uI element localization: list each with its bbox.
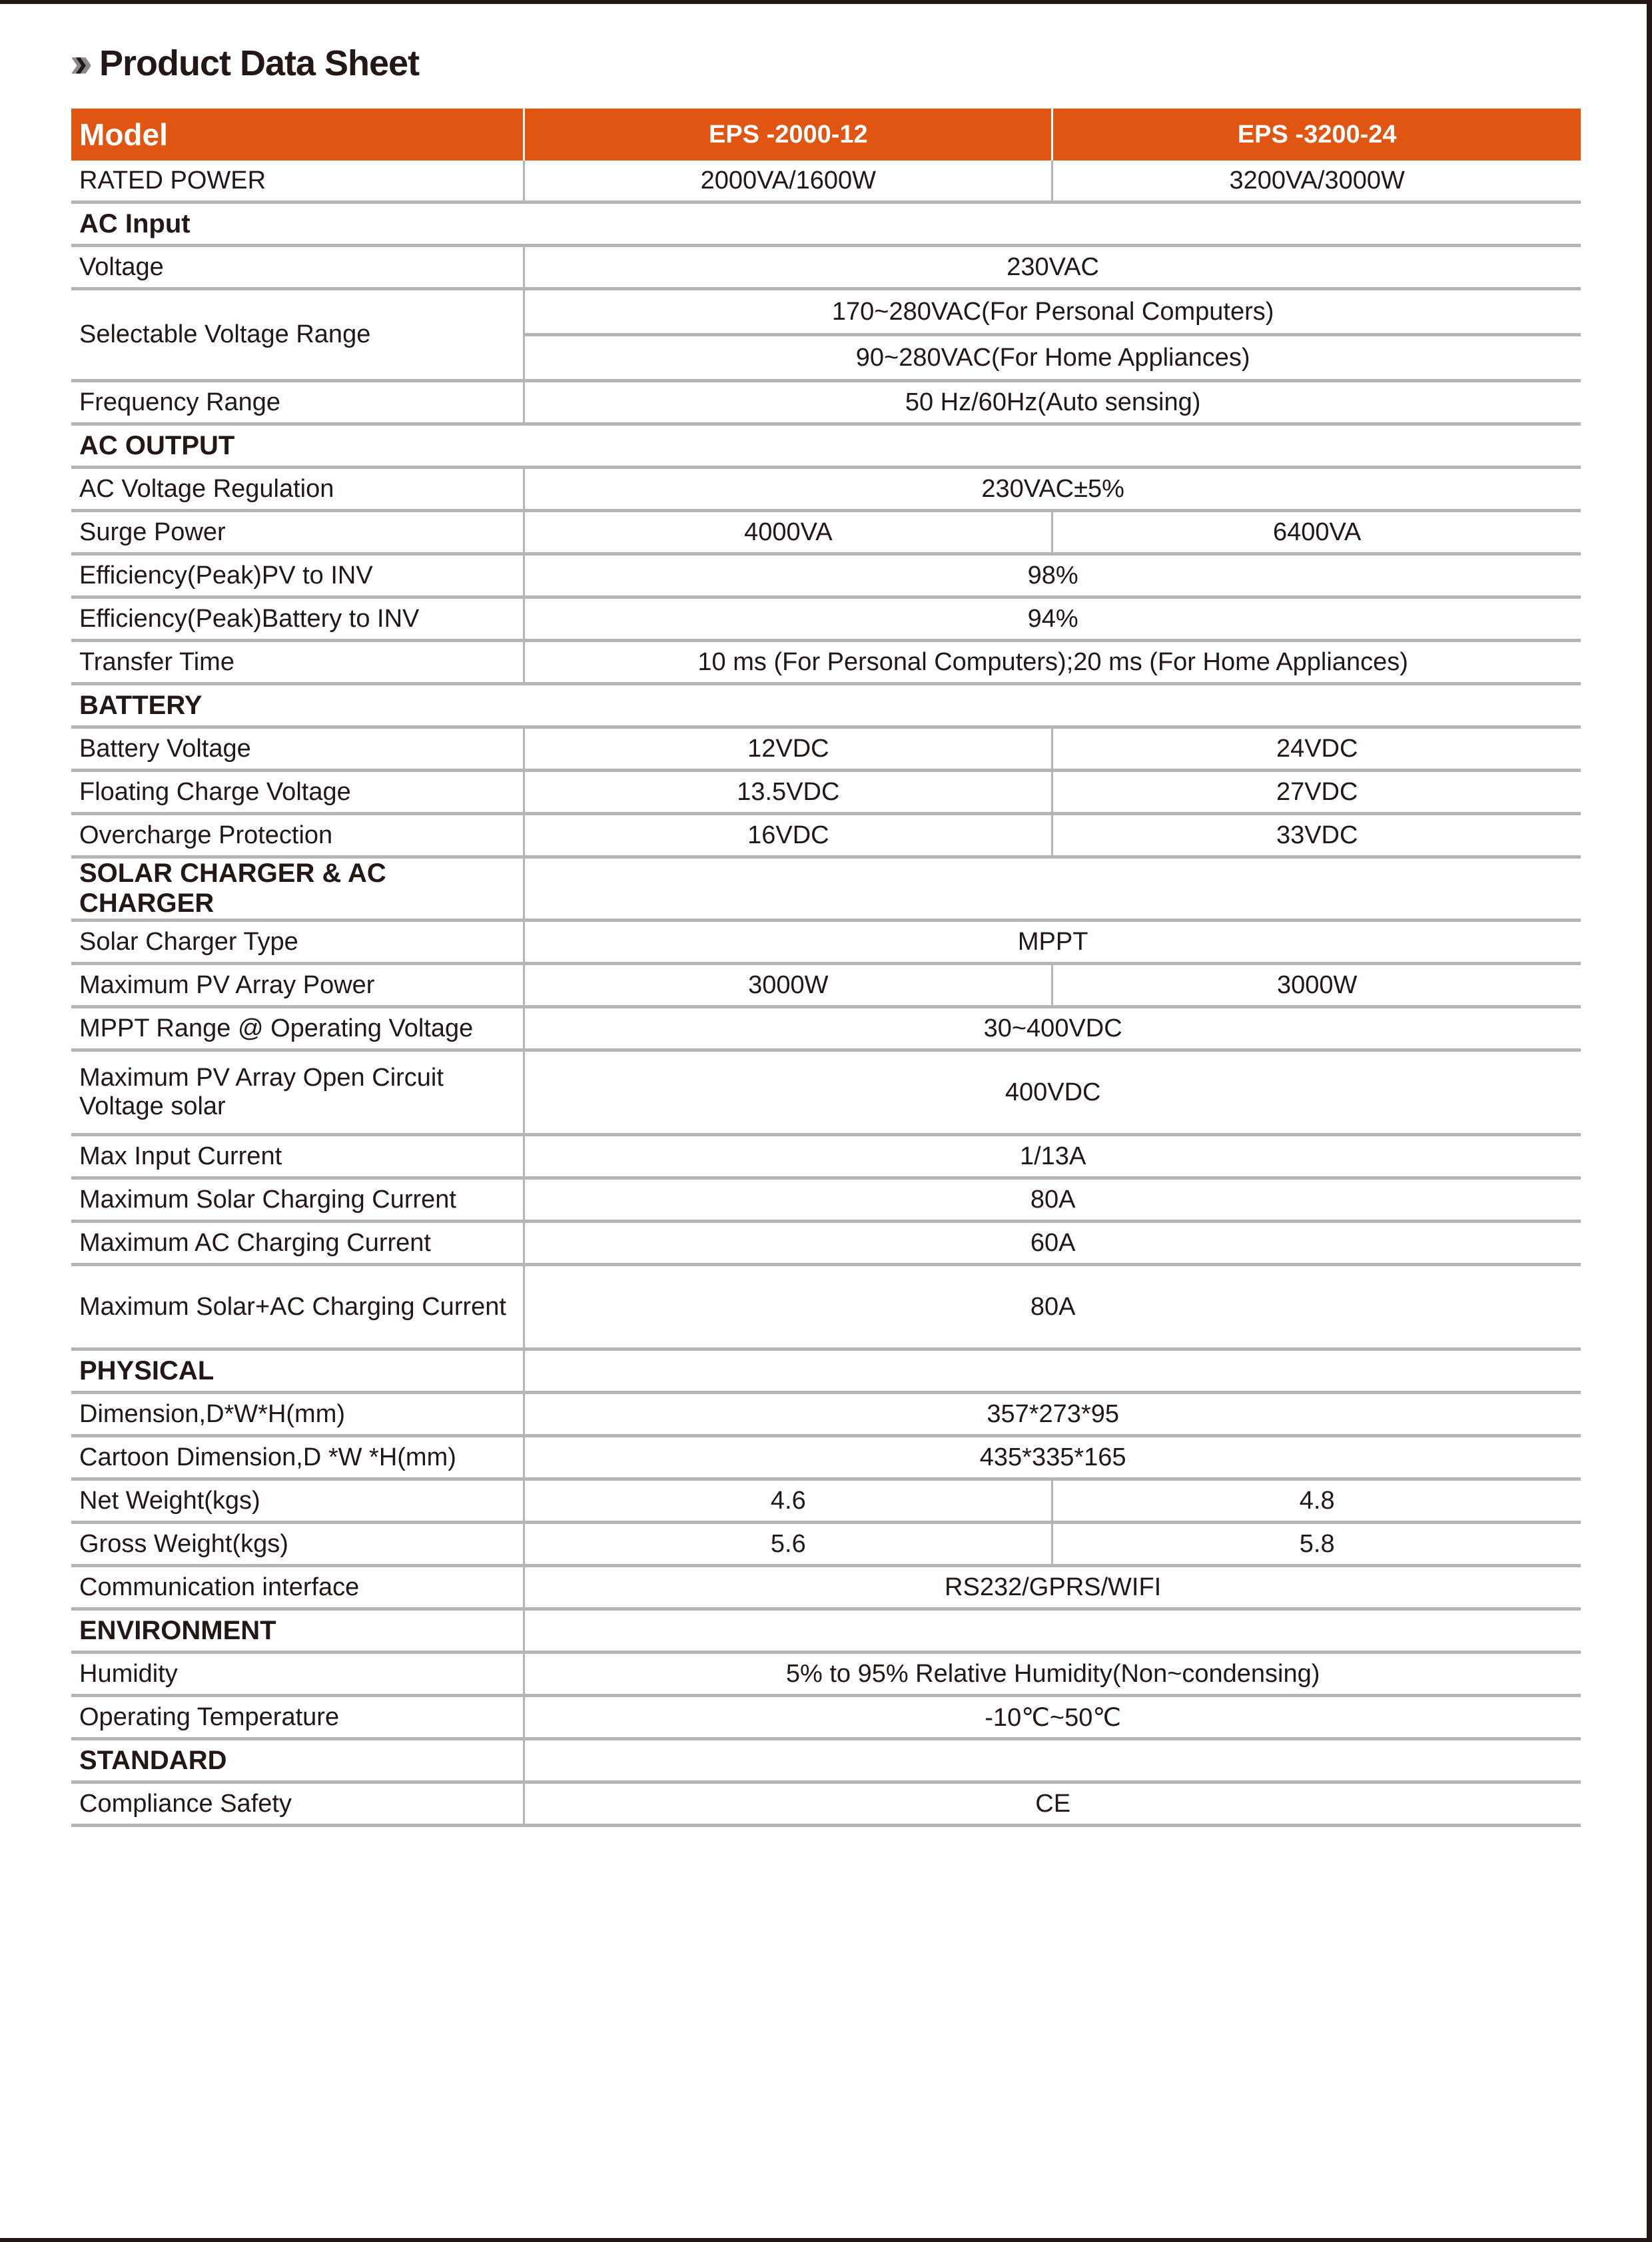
table-row [71, 1393, 1581, 1436]
spec-label: Efficiency(Peak)PV to INV [71, 554, 524, 597]
spec-value: 90~280VAC(For Home Appliances) [524, 335, 1581, 381]
section-header-row [71, 424, 1581, 468]
table-row [71, 554, 1581, 597]
spec-value: 33VDC [1052, 814, 1581, 857]
section-filler [524, 684, 1581, 727]
table-row [71, 381, 1581, 424]
table-row [71, 1479, 1581, 1523]
section-title: ENVIRONMENT [71, 1609, 524, 1653]
spec-value: MPPT [524, 921, 1581, 964]
spec-label: Compliance Safety [71, 1782, 524, 1826]
table-header-row [71, 109, 1581, 161]
spec-label: Maximum AC Charging Current [71, 1222, 524, 1265]
section-filler [524, 202, 1581, 246]
spec-value: 60A [524, 1222, 1581, 1265]
spec-label: Surge Power [71, 511, 524, 554]
model-label: Model [71, 109, 524, 161]
table-row [71, 1178, 1581, 1222]
section-filler [524, 424, 1581, 468]
section-header-row [71, 684, 1581, 727]
spec-value: 16VDC [524, 814, 1052, 857]
spec-value: 170~280VAC(For Personal Computers) [524, 289, 1581, 335]
spec-value: 230VAC±5% [524, 468, 1581, 511]
table-row [71, 1436, 1581, 1479]
model-name: EPS -2000-12 [524, 109, 1052, 161]
spec-value: 3200VA/3000W [1052, 161, 1581, 202]
spec-value: 94% [524, 597, 1581, 641]
table-row [71, 771, 1581, 814]
table-row [71, 1566, 1581, 1609]
section-filler [524, 857, 1581, 921]
table-row [71, 964, 1581, 1007]
table-row [71, 1135, 1581, 1178]
table-row [71, 727, 1581, 771]
spec-value: 10 ms (For Personal Computers);20 ms (For Home Appliances) [524, 641, 1581, 684]
section-title: BATTERY [71, 684, 524, 727]
spec-value: 13.5VDC [524, 771, 1052, 814]
section-title: PHYSICAL [71, 1349, 524, 1393]
table-row [71, 1782, 1581, 1826]
spec-label: MPPT Range @ Operating Voltage [71, 1007, 524, 1050]
spec-label: Efficiency(Peak)Battery to INV [71, 597, 524, 641]
spec-label: Maximum PV Array Open Circuit Voltage solar [71, 1050, 524, 1135]
spec-value: CE [524, 1782, 1581, 1826]
spec-value: 80A [524, 1265, 1581, 1349]
table-row [71, 289, 1581, 335]
spec-value: 27VDC [1052, 771, 1581, 814]
section-header-row [71, 1739, 1581, 1782]
spec-table [71, 109, 1581, 1827]
spec-label: Gross Weight(kgs) [71, 1523, 524, 1566]
spec-label: Solar Charger Type [71, 921, 524, 964]
spec-value: 5.6 [524, 1523, 1052, 1566]
spec-label: Battery Voltage [71, 727, 524, 771]
section-title: SOLAR CHARGER & AC CHARGER [71, 857, 524, 921]
spec-label: Voltage [71, 246, 524, 289]
section-filler [524, 1739, 1581, 1782]
spec-label: Net Weight(kgs) [71, 1479, 524, 1523]
spec-label: Maximum Solar+AC Charging Current [71, 1265, 524, 1349]
table-row [71, 246, 1581, 289]
table-row [71, 1696, 1581, 1739]
model-name: EPS -3200-24 [1052, 109, 1581, 161]
section-filler [524, 1609, 1581, 1653]
table-row [71, 1265, 1581, 1349]
table-row [71, 1653, 1581, 1696]
table-row [71, 1050, 1581, 1135]
spec-label: Maximum PV Array Power [71, 964, 524, 1007]
spec-value: 12VDC [524, 727, 1052, 771]
section-header-row [71, 1609, 1581, 1653]
spec-value: 1/13A [524, 1135, 1581, 1178]
section-filler [524, 1349, 1581, 1393]
section-header-row [71, 1349, 1581, 1393]
spec-value: 5% to 95% Relative Humidity(Non~condensing) [524, 1653, 1581, 1696]
spec-label: Overcharge Protection [71, 814, 524, 857]
section-header-row [71, 857, 1581, 921]
table-row [71, 1222, 1581, 1265]
spec-label: AC Voltage Regulation [71, 468, 524, 511]
spec-value: 5.8 [1052, 1523, 1581, 1566]
spec-value: RS232/GPRS/WIFI [524, 1566, 1581, 1609]
spec-table-body [71, 161, 1581, 1826]
spec-value: 6400VA [1052, 511, 1581, 554]
spec-value: 4.6 [524, 1479, 1052, 1523]
spec-label: Humidity [71, 1653, 524, 1696]
spec-value: 80A [524, 1178, 1581, 1222]
table-row [71, 161, 1581, 202]
table-row [71, 597, 1581, 641]
table-row [71, 921, 1581, 964]
section-header-row [71, 202, 1581, 246]
spec-value: 400VDC [524, 1050, 1581, 1135]
spec-label: Communication interface [71, 1566, 524, 1609]
spec-label: Operating Temperature [71, 1696, 524, 1739]
spec-value: 24VDC [1052, 727, 1581, 771]
spec-label: Frequency Range [71, 381, 524, 424]
spec-value: 2000VA/1600W [524, 161, 1052, 202]
spec-value: 50 Hz/60Hz(Auto sensing) [524, 381, 1581, 424]
spec-value: -10℃~50℃ [524, 1696, 1581, 1739]
page-title-block [70, 40, 420, 86]
table-row [71, 1523, 1581, 1566]
table-row [71, 641, 1581, 684]
spec-value: 4000VA [524, 511, 1052, 554]
chevron-right-icon: ››› [70, 40, 83, 86]
spec-label: Selectable Voltage Range [71, 289, 524, 381]
table-row [71, 511, 1581, 554]
table-row [71, 1007, 1581, 1050]
table-row [71, 814, 1581, 857]
table-row [71, 468, 1581, 511]
spec-value: 4.8 [1052, 1479, 1581, 1523]
spec-value: 3000W [1052, 964, 1581, 1007]
spec-label: Maximum Solar Charging Current [71, 1178, 524, 1222]
spec-label: Cartoon Dimension,D *W *H(mm) [71, 1436, 524, 1479]
section-title: AC Input [71, 202, 524, 246]
spec-value: 435*335*165 [524, 1436, 1581, 1479]
spec-value: 30~400VDC [524, 1007, 1581, 1050]
spec-label: Max Input Current [71, 1135, 524, 1178]
spec-value: 230VAC [524, 246, 1581, 289]
spec-label: RATED POWER [71, 161, 524, 202]
spec-label: Transfer Time [71, 641, 524, 684]
section-title: AC OUTPUT [71, 424, 524, 468]
spec-label: Dimension,D*W*H(mm) [71, 1393, 524, 1436]
spec-value: 357*273*95 [524, 1393, 1581, 1436]
page-title: Product Data Sheet [99, 43, 420, 83]
spec-value: 98% [524, 554, 1581, 597]
spec-value: 3000W [524, 964, 1052, 1007]
section-title: STANDARD [71, 1739, 524, 1782]
spec-label: Floating Charge Voltage [71, 771, 524, 814]
